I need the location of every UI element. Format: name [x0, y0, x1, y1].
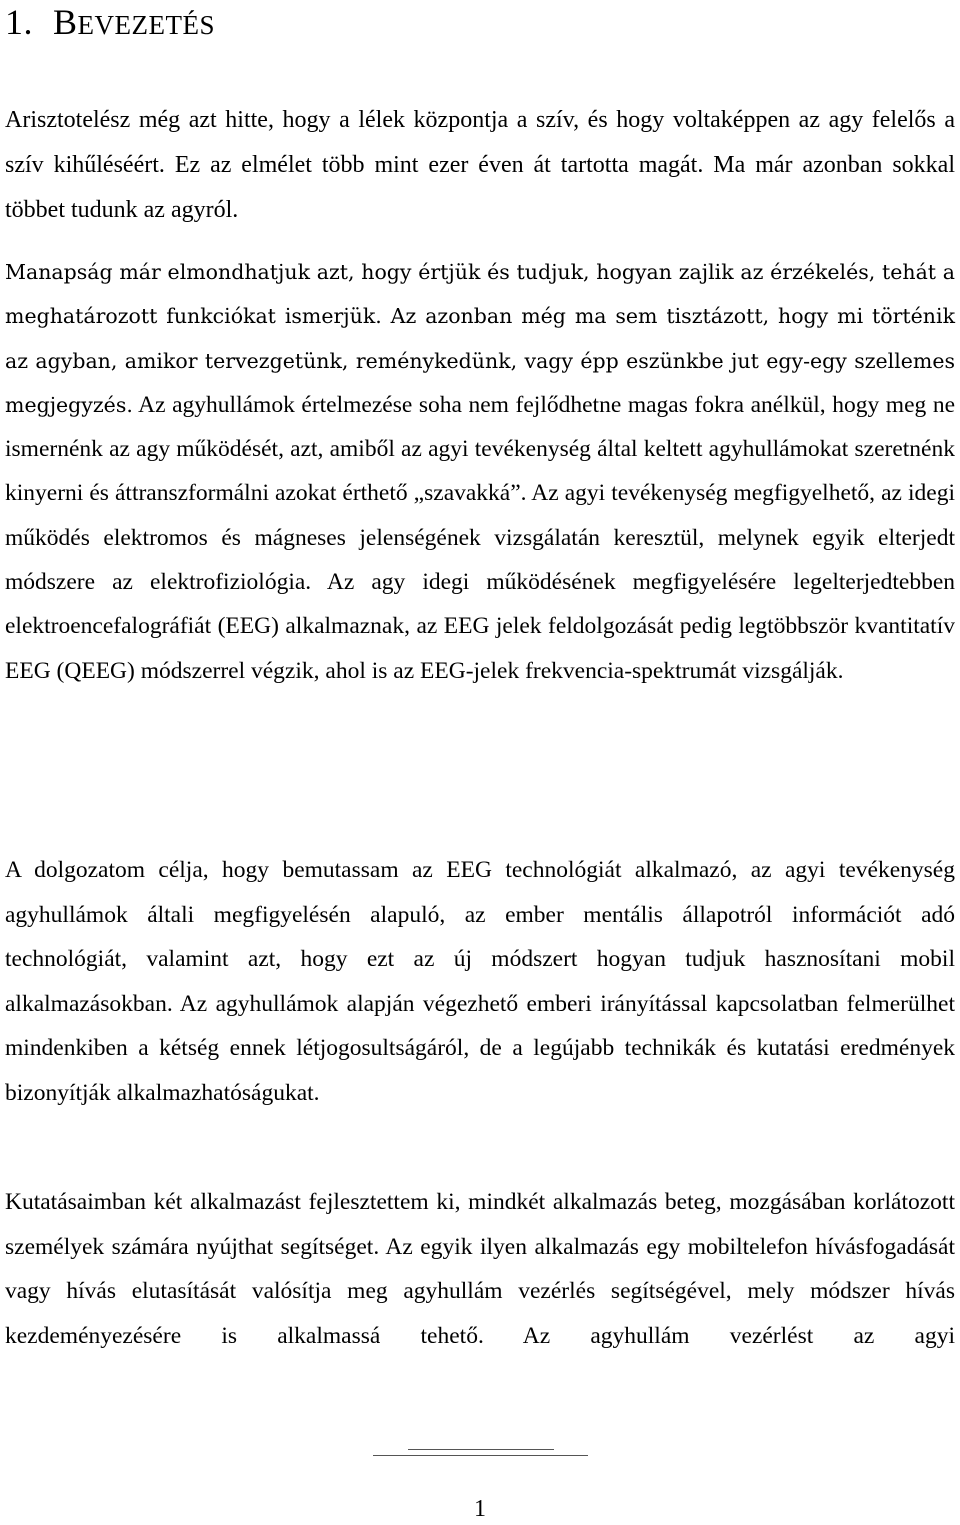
paragraph-brain-understanding-part2: Az agyhullámok értelmezése soha nem fejlődhetne magas fokra anélkül, hogy meg ne ismernénk az agy működését, azt, amiből az agyi tevékenység által keltett agyhullámokat szeretnénk kinyerni és áttranszformálni azokat érthető „szavakká”. Az agyi tevékenység megfigyelhető, az idegi működés elektromos és mágneses jelenségének vizsgálatán keresztül, melynek egyik elterjedt módszere az elektrofiziológia. Az agy idegi működésének megfigyelésére legelterjedtebben elektroencefalográfiát (EEG) alkalmaznak, az EEG jelek feldolgozását pedig legtöbbször kvantitatív EEG (QEEG) módszerrel végzik, ahol is az EEG-jelek frekvencia-spektrumát vizsgálják. — [5, 391, 955, 684]
paragraph-brain-understanding-part1: Manapság már elmondhatjuk azt, hogy értjük és tudjuk, hogyan zajlik az érzékelés, tehát a meghatározott funkciókat ismerjük. Az azonban még ma sem tisztázott, hogy mi történik az agyban, amikor tervezgetünk, reménykedünk, vagy épp eszünkbe jut egy-egy szellemes megjegyzés. — [5, 260, 955, 417]
chapter-title-rest: EVEZETÉS — [77, 10, 215, 40]
chapter-heading — [5, 2, 215, 45]
chapter-title-initial: B — [53, 2, 78, 42]
paragraph-intro: Arisztotelész még azt hitte, hogy a lélek központja a szív, és hogy voltaképpen az agy felelős a szív kihűléséért. Ez az elmélet több mint ezer éven át tartotta magát. Ma már azonban sokkal többet tudunk az agyról. — [5, 107, 955, 223]
footnote-rule-top — [408, 1449, 554, 1450]
paragraph-research: Kutatásaimban két alkalmazást fejlesztettem ki, mindkét alkalmazás beteg, mozgásában korlátozott személyek számára nyújthat segítséget. Az egyik ilyen alkalmazás egy mobiltelefon hívásfogadását vagy hívás elutasítását valósítja meg agyhullám vezérlés segítségével, mely módszer hívás kezdeményezésére is alkalmassá tehető. Az agyhullám vezérlést az agyi — [5, 1189, 955, 1349]
paragraph-thesis-goal: A dolgozatom célja, hogy bemutassam az EEG technológiát alkalmazó, az agyi tevékenység agyhullámok általi megfigyelésén alapuló, az ember mentális állapotról információt adó technológiát, valamint azt, hogy ezt az új módszert hogyan tudjuk hasznosítani mobil alkalmazásokban. Az agyhullámok alapján végezhető emberi irányítással kapcsolatban felmerülhet mindenkiben a kétség ennek létjogosultságáról, de a legújabb technikák és kutatási eredmények bizonyítják alkalmazhatóságukat. — [5, 857, 955, 1106]
paragraph-brain-understanding — [5, 250, 955, 693]
footnote-rule-bottom — [373, 1455, 588, 1456]
page-number: 1 — [474, 1496, 486, 1522]
chapter-number: 1. — [5, 2, 33, 42]
